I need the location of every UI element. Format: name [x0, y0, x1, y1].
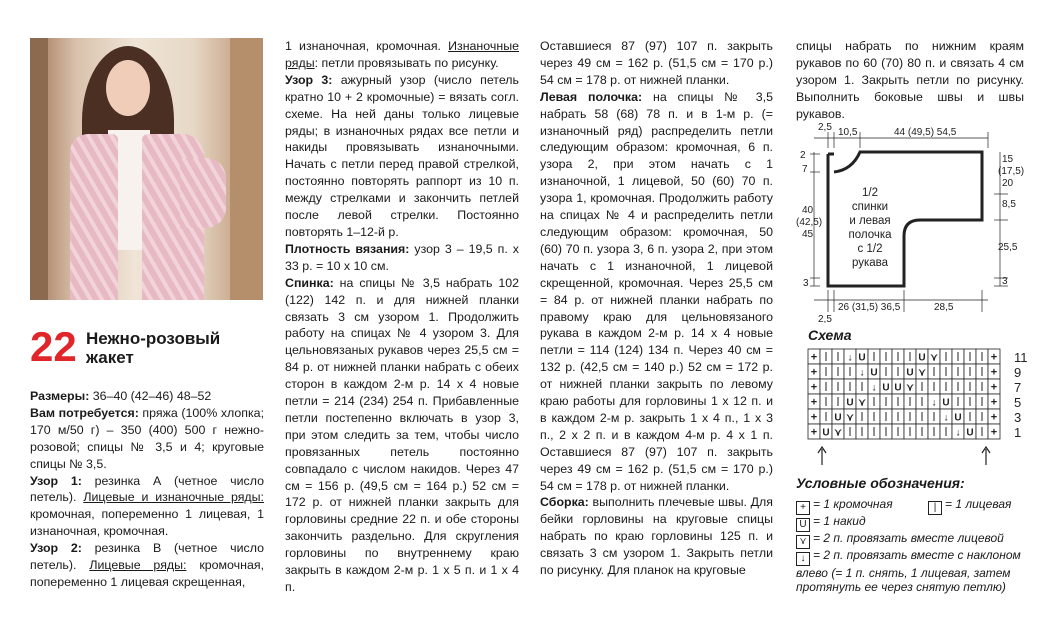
dim-right-175: (17,5): [998, 166, 1025, 177]
dim-left-40: 40: [802, 205, 814, 216]
dim-top-105: 10,5: [838, 127, 858, 138]
chart-symbol: U: [942, 397, 950, 409]
chart-symbol: ↓: [955, 427, 961, 439]
chart-title: Схема: [808, 327, 852, 343]
chart-row-number: 11: [1014, 350, 1028, 365]
chart-symbol: +: [810, 396, 818, 409]
dim-right-20: 20: [1002, 178, 1014, 189]
dim-right-15: 15: [1002, 154, 1014, 165]
chart-symbol: +: [990, 426, 998, 439]
chart-symbol: ⋎: [834, 427, 842, 439]
chart-symbol: +: [810, 411, 818, 424]
column-patterns: 1 изнаночная, кромочная. Изнаночные ряды: петли провязывать по рисунку. Узор 3: ажурный узор (число петель кратно 10 + 2 кромочные) = вязать согл. схеме. На ней даны только лицевые ряды; в изнаночных рядах все петли и накиды провязывать изнаночными. Начать с петли перед правой стрелкой, постоянно повторять раппорт из 10 п. между стрелками и закончить петлей после левой стрелки. Постоянно повторять 1–12-й р. Плотность вязания: узор 3 – 19,5 п. х 33 р. = 10 х 10 см. Спинка: на спицы № 3,5 набрать 102 (122) 142 п. и для нижней планки связать 3 см узором 1. Продолжить работу на спицах № 4 узором 3. Для цельновязаных рукавов через 25,5 см = 84 р. от нижней планки набрать с обеих сторон в каждом 2-м р. 14 х 4 новые петли = 214 (234) 254 п. Прибавленные петли постепенно включать в узор 3, при этом следить за тем, чтобы число провязанных петель постоянно совпадало с числом накидов. Через 47 см = 156 р. (49,5 см = 164 р.) 52 см = 172 р. от нижней планки закрыть для горловины средние 22 п. и обе стороны закончить раздельно. Для скругления горловины по внутреннему краю закрыть в каждом 2-м р. 1 х 5 п. и 1 х 4 п.: [285, 39, 519, 594]
chart-symbol: ↓: [859, 367, 865, 379]
chart-symbol: +: [810, 426, 818, 439]
dim-bot-25: 2,5: [818, 314, 832, 323]
dim-left-7: 7: [802, 164, 808, 175]
pattern-number: 22: [30, 323, 77, 370]
dim-left-3: 3: [803, 278, 809, 289]
chart-symbol: U: [822, 427, 830, 439]
chart-symbol: ⋎: [918, 367, 926, 379]
chart-symbol: ⋎: [858, 397, 866, 409]
repeat-arrow-right: [818, 447, 826, 465]
chart-symbol: ⋎: [906, 382, 914, 394]
dim-bot-26: 26 (31,5) 36,5: [838, 302, 901, 313]
dim-bot-285: 28,5: [934, 302, 954, 313]
dim-left-45: 45: [802, 229, 814, 240]
chart-symbol: U: [858, 352, 866, 364]
dim-right-255: 25,5: [998, 242, 1018, 253]
dim-right-85: 8,5: [1002, 199, 1016, 210]
chart-symbol: ↓: [871, 382, 877, 394]
dim-top-25: 2,5: [818, 122, 832, 133]
chart-symbol: U: [894, 382, 902, 394]
chart-symbol: U: [846, 397, 854, 409]
legend-ssk: ↓ = 2 п. провязать вместе с наклоном влево (= 1 п. снять, 1 лицевая, затем протянуть ее через снятую петлю): [796, 548, 1021, 594]
legend-edge: + = 1 кромочная: [796, 497, 893, 515]
chart-row-number: 1: [1014, 425, 1022, 440]
yarn-over-symbol-icon: U: [796, 518, 810, 532]
legend-title: Условные обозначения:: [796, 475, 965, 491]
knit-symbol-icon: |: [928, 501, 942, 515]
chart-symbol: ↓: [943, 412, 949, 424]
piece-label-6: рукава: [851, 257, 889, 269]
chart-row-number: 3: [1014, 410, 1022, 425]
ssk-symbol-icon: ↓: [796, 552, 810, 566]
chart-row-number: 9: [1014, 365, 1022, 380]
repeat-arrow-left: [982, 447, 990, 465]
legend-k2tog: ⋎ = 2 п. провязать вместе лицевой: [796, 531, 1004, 549]
chart-symbol: ⋎: [846, 412, 854, 424]
piece-label-3: и левая: [849, 215, 891, 227]
chart-symbol: U: [906, 367, 914, 379]
dim-top-44: 44 (49,5) 54,5: [894, 127, 957, 138]
chart-symbol: +: [810, 381, 818, 394]
chart-symbol: ↓: [931, 397, 937, 409]
column-finishing: спицы набрать по нижним краям рукавов по 60 (70) 80 п. и связать 4 см узором 1. Закрыть петли по рисунку. Выполнить боковые швы и швы рукавов.: [796, 39, 1024, 121]
chart-symbol: +: [990, 396, 998, 409]
chart-symbol: U: [870, 367, 878, 379]
dim-left-2: 2: [800, 150, 806, 161]
dim-right-3: 3: [1002, 276, 1008, 287]
column-fronts: Оставшиеся 87 (97) 107 п. закрыть через 49 см = 162 р. (51,5 см = 170 р.) 54 см = 178 р. от нижней планки. Левая полочка: на спицы № 3,5 набрать 58 (68) 78 п. и в 1-м р. (= изнаночный ряд) распределить петли следующим образом: кромочная, 6 п. узора 2, при этом начать с 1 изнаночной, 1 лицевой, 50 (60) 70 п. узора 1, кромочная. Продолжить работу на спицах № 4 и распределить петли следующим образом: кромочная, 50 (60) 70 п. узора 3, 6 п. узора 2, при этом начать с 1 изнаночной, 1 лицевой скрещенной, кромочная. Через 25,5 см = 84 р. от нижней планки набрать по правому краю для цельновязаного рукава в каждом 2-м р. 14 х 4 новые петли = 114 (124) 134 п. Через 40 см = 132 р. (42,5 см = 140 р.) 52 см = 172 р. от нижней планки закрыть по левому краю работы для горловины 1 х 12 п. и в каждом 2-м р. закрыть 1 х 4 п., 1 х 3 п., 2 х 2 п. и в каждом 4-м р. 4 х 1 п. Оставшиеся 87 (97) 107 п. закрыть через 49 см = 162 р. (51,5 см = 170 р.) 54 см = 178 р. от нижней планки. Сборка: выполнить плечевые швы. Для бейки горловины на круговые спицы набрать по краю горловины 125 п. и связать 3 см узором 1. Закрыть петли по рисунку. Для планок на круговые: [540, 39, 773, 578]
chart-symbol: +: [990, 351, 998, 364]
garment-schematic: [796, 118, 1026, 323]
edge-symbol-icon: +: [796, 501, 810, 515]
legend-knit: | = 1 лицевая: [928, 497, 1011, 515]
model-photo: [30, 38, 263, 300]
k2tog-symbol-icon: ⋎: [796, 535, 810, 549]
piece-label-1: 1/2: [862, 187, 878, 199]
piece-label-4: полочка: [848, 229, 892, 241]
piece-label-5: с 1/2: [857, 243, 883, 255]
chart-symbol: +: [990, 411, 998, 424]
chart-symbol: U: [966, 427, 974, 439]
chart-symbol: U: [882, 382, 890, 394]
chart-symbol: U: [918, 352, 926, 364]
chart-symbol: ↓: [847, 352, 853, 364]
stitch-chart: [796, 345, 1036, 470]
chart-symbol: +: [810, 351, 818, 364]
chart-symbol: +: [990, 366, 998, 379]
column-materials: Размеры: 36–40 (42–46) 48–52 Вам потребуется: пряжа (100% хлопка; 170 м/50 г) – 350 (400) 500 г нежно-розовой; спицы № 3,5 и 4; круговые спицы № 3,5. Узор 1: резинка А (четное число петель). Лицевые и изнаночные ряды: кромочная, попеременно 1 лицевая, 1 изнаночная, кромочная. Узор 2: резинка В (четное число петель). Лицевые ряды: кромочная, попеременно 1 лицевая скрещенная,: [30, 389, 265, 589]
chart-symbol: +: [990, 381, 998, 394]
chart-row-number: 5: [1014, 395, 1022, 410]
chart-symbol: U: [834, 412, 842, 424]
chart-row-number: 7: [1014, 380, 1022, 395]
pattern-title: Нежно-розовый жакет: [86, 329, 221, 367]
legend-yo: U = 1 накид: [796, 514, 866, 532]
dim-left-425: (42,5): [796, 217, 823, 228]
piece-label-2: спинки: [851, 201, 889, 213]
chart-symbol: ⋎: [930, 352, 938, 364]
chart-symbol: +: [810, 366, 818, 379]
chart-symbol: U: [954, 412, 962, 424]
